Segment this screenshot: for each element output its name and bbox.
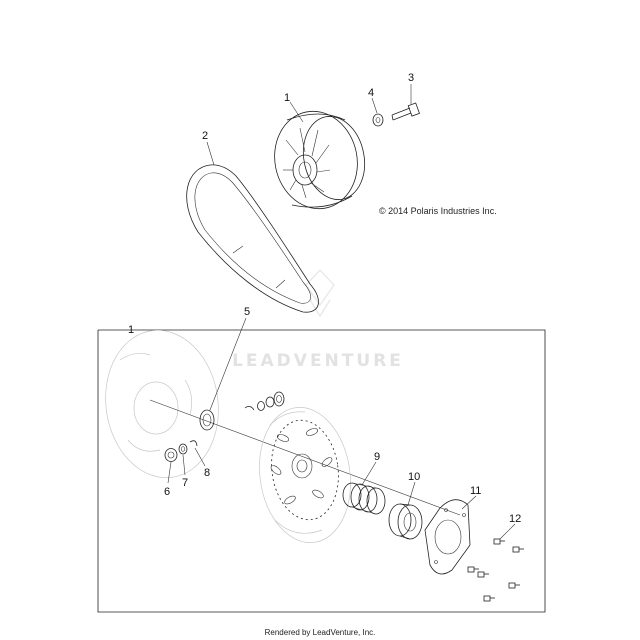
hub-part-10 xyxy=(389,504,422,539)
pulley-assembly xyxy=(266,104,372,217)
outer-sheave-part-1 xyxy=(96,323,228,485)
callout-9: 9 xyxy=(374,451,381,463)
assembly-shaft-line xyxy=(150,400,460,515)
spacer-ring-part-5 xyxy=(200,410,214,430)
callout-11: 11 xyxy=(470,485,482,497)
callout-2: 2 xyxy=(202,130,209,142)
bearing-part-6 xyxy=(165,449,177,462)
footer-credit: Rendered by LeadVenture, Inc. xyxy=(264,628,376,637)
clutch-assembly-box xyxy=(98,330,545,612)
callout-3: 3 xyxy=(408,72,415,84)
callout-1-top: 1 xyxy=(284,92,291,104)
washer-part-7 xyxy=(179,444,187,454)
leadventure-watermark xyxy=(232,270,404,371)
bearing-stack xyxy=(245,392,284,411)
callout-7: 7 xyxy=(182,477,189,489)
callout-12: 12 xyxy=(509,513,522,525)
callout-8: 8 xyxy=(204,467,211,479)
callout-10: 10 xyxy=(408,471,421,483)
screws-part-12 xyxy=(468,539,524,601)
watermark-text: LEADVENTURE xyxy=(232,351,404,371)
bolt-part-3 xyxy=(392,103,419,120)
cover-plate-part-11 xyxy=(425,500,470,574)
callout-6: 6 xyxy=(164,486,171,498)
clip-part-8 xyxy=(190,441,197,446)
copyright-text: © 2014 Polaris Industries Inc. xyxy=(379,206,497,216)
callout-5: 5 xyxy=(244,306,251,318)
drive-belt xyxy=(187,165,319,312)
washer-part-4 xyxy=(373,114,383,126)
callout-4: 4 xyxy=(368,87,375,99)
callout-1-box: 1 xyxy=(128,324,135,336)
inner-sheave-with-rollers xyxy=(251,401,359,548)
